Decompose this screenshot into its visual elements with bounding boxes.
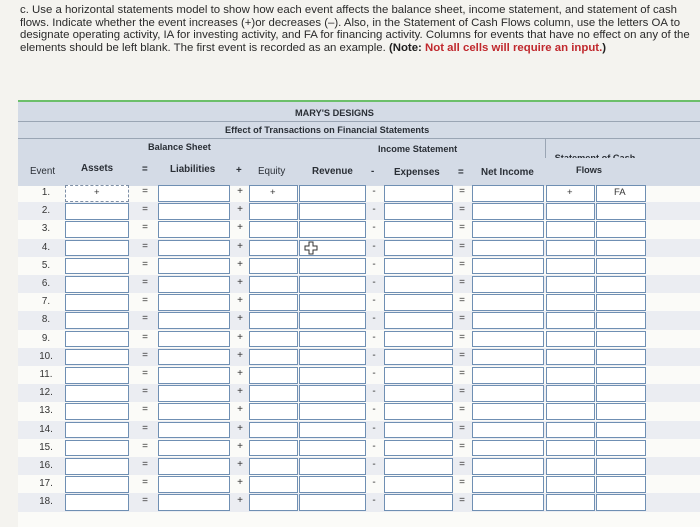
equity-cell[interactable] <box>249 221 298 238</box>
equity-cell[interactable] <box>249 331 298 348</box>
statements-table <box>18 100 700 527</box>
minus-operator: - <box>372 295 376 307</box>
plus-operator: + <box>237 349 243 361</box>
cash-sign-value: + <box>567 187 573 198</box>
table-subtitle: Effect of Transactions on Financial Statements <box>225 125 430 135</box>
col-expenses: Expenses <box>394 167 440 178</box>
cash-type-cell[interactable] <box>596 294 646 311</box>
plus-operator: + <box>237 386 243 398</box>
eq-operator: = <box>459 349 465 361</box>
table-row <box>18 275 700 293</box>
assets-cell[interactable] <box>65 494 129 511</box>
assets-cell[interactable] <box>65 385 129 402</box>
revenue-cell[interactable] <box>299 312 366 329</box>
cash-type-cell[interactable] <box>596 440 646 457</box>
cash-sign-cell[interactable] <box>546 422 595 439</box>
col-revenue: Revenue <box>312 166 353 177</box>
table-row <box>18 202 700 220</box>
equity-cell[interactable] <box>249 440 298 457</box>
eq-operator: = <box>142 240 148 252</box>
col-equity: Equity <box>258 166 286 177</box>
minus-operator: - <box>372 440 376 452</box>
cash-sign-cell[interactable] <box>546 312 595 329</box>
equity-cell[interactable] <box>249 312 298 329</box>
cash-type-cell[interactable] <box>596 494 646 511</box>
assets-cell[interactable] <box>65 367 129 384</box>
note <box>389 42 606 54</box>
event-number: 9. <box>41 332 51 344</box>
revenue-cell[interactable] <box>299 221 366 238</box>
table-row <box>18 493 700 511</box>
eq-operator: = <box>459 404 465 416</box>
equity-cell[interactable] <box>249 294 298 311</box>
assets-cell[interactable] <box>65 203 129 220</box>
plus-operator: + <box>237 222 243 234</box>
plus-operator: + <box>237 331 243 343</box>
plus-operator: + <box>237 459 243 470</box>
event-number: 6. <box>41 278 51 289</box>
col-liabilities: Liabilities <box>170 164 216 175</box>
cash-type-cell[interactable] <box>596 203 646 220</box>
eq-operator: = <box>142 313 148 325</box>
cash-sign-cell[interactable] <box>546 331 595 348</box>
eq-operator: = <box>459 422 465 434</box>
eq-operator: = <box>142 222 148 234</box>
liabilities-cell[interactable] <box>158 422 230 439</box>
plus-operator: + <box>237 495 243 507</box>
assets-cell[interactable] <box>65 331 129 348</box>
net-income-cell[interactable] <box>472 349 544 366</box>
revenue-cell[interactable] <box>299 367 366 384</box>
revenue-cell[interactable] <box>299 385 366 402</box>
table-header <box>18 102 700 158</box>
minus-operator: - <box>372 477 376 489</box>
minus-operator: - <box>372 204 376 216</box>
assets-cell[interactable] <box>65 276 129 293</box>
cash-sign-cell[interactable] <box>546 349 595 366</box>
equity-cell[interactable] <box>249 367 298 384</box>
cash-sign-cell[interactable] <box>546 476 595 493</box>
event-number: 4. <box>41 241 51 253</box>
table-row <box>18 348 700 366</box>
assets-value: + <box>94 187 100 198</box>
revenue-cell[interactable] <box>299 494 366 511</box>
event-number: 11. <box>39 369 53 380</box>
eq-operator: = <box>459 495 465 507</box>
eq-operator: = <box>142 404 148 416</box>
assets-cell[interactable] <box>65 221 129 238</box>
minus-operator: - <box>372 277 376 288</box>
expenses-cell[interactable] <box>384 422 453 439</box>
equity-cell[interactable] <box>249 203 298 220</box>
table-row <box>18 239 700 257</box>
expenses-cell[interactable] <box>384 312 453 329</box>
eq-operator: = <box>142 258 148 270</box>
eq-operator: = <box>459 240 465 252</box>
event-number: 3. <box>41 223 51 235</box>
assets-cell[interactable] <box>65 258 129 275</box>
equity-cell[interactable] <box>249 349 298 366</box>
eq-operator: = <box>459 186 465 197</box>
eq-operator: = <box>142 495 148 507</box>
eq-operator: = <box>142 422 148 434</box>
equity-value: + <box>270 187 276 198</box>
minus-operator: - <box>372 331 376 343</box>
cash-type-cell[interactable] <box>596 385 646 402</box>
col-assets: Assets <box>81 163 114 174</box>
cash-type-value: FA <box>614 187 626 198</box>
revenue-cell[interactable] <box>299 331 366 348</box>
minus-operator: - <box>372 349 376 361</box>
event-number: 17. <box>39 478 53 490</box>
eq-operator: = <box>142 477 148 489</box>
note-suffix: ) <box>602 41 607 54</box>
equity-cell[interactable] <box>249 385 298 402</box>
revenue-cell[interactable] <box>299 476 366 493</box>
equity-cell[interactable] <box>249 458 298 475</box>
revenue-cell[interactable] <box>299 203 366 220</box>
event-number: 7. <box>41 296 51 308</box>
liabilities-cell[interactable] <box>158 403 230 420</box>
net-income-cell[interactable] <box>472 440 544 457</box>
net-income-cell[interactable] <box>472 367 544 384</box>
event-number: 12. <box>39 387 53 399</box>
liabilities-cell[interactable] <box>158 331 230 348</box>
liabilities-cell[interactable] <box>158 476 230 493</box>
plus-operator: + <box>237 422 243 434</box>
plus-operator: + <box>237 477 243 489</box>
cash-type-cell[interactable] <box>596 331 646 348</box>
col-plus: + <box>236 165 242 176</box>
expenses-cell[interactable] <box>384 403 453 420</box>
net-income-cell[interactable] <box>472 185 544 202</box>
expenses-cell[interactable] <box>384 240 453 257</box>
eq-operator: = <box>142 440 148 452</box>
liabilities-cell[interactable] <box>158 294 230 311</box>
equity-cell[interactable] <box>249 422 298 439</box>
net-income-cell[interactable] <box>472 276 544 293</box>
net-income-cell[interactable] <box>472 476 544 493</box>
liabilities-cell[interactable] <box>158 276 230 293</box>
expenses-cell[interactable] <box>384 221 453 238</box>
net-income-cell[interactable] <box>472 312 544 329</box>
cash-type-cell[interactable] <box>596 258 646 275</box>
cash-sign-cell[interactable] <box>546 221 595 238</box>
cash-type-cell[interactable] <box>596 312 646 329</box>
col-eq2: = <box>458 167 464 178</box>
plus-operator: + <box>237 440 243 452</box>
minus-operator: - <box>372 240 376 252</box>
table-row <box>18 457 700 475</box>
cash-type-cell[interactable] <box>596 422 646 439</box>
cash-type-cell[interactable] <box>596 240 646 257</box>
liabilities-cell[interactable] <box>158 312 230 329</box>
net-income-cell[interactable] <box>472 385 544 402</box>
col-net-income: Net Income <box>481 167 534 178</box>
instructions <box>20 4 696 54</box>
expenses-cell[interactable] <box>384 458 453 475</box>
cash-sign-cell[interactable] <box>546 240 595 257</box>
eq-operator: = <box>459 440 465 452</box>
minus-operator: - <box>372 495 376 507</box>
net-income-cell[interactable] <box>472 203 544 220</box>
assets-cell[interactable] <box>65 403 129 420</box>
eq-operator: = <box>459 204 465 216</box>
table-row <box>18 402 700 420</box>
event-number: 8. <box>41 314 51 326</box>
expenses-cell[interactable] <box>384 276 453 293</box>
assets-cell[interactable] <box>65 476 129 493</box>
event-number: 2. <box>41 205 51 217</box>
header-divider <box>18 121 700 122</box>
assets-cell[interactable] <box>65 422 129 439</box>
eq-operator: = <box>459 258 465 270</box>
eq-operator: = <box>459 477 465 489</box>
plus-operator: + <box>237 404 243 416</box>
liabilities-cell[interactable] <box>158 221 230 238</box>
plus-operator: + <box>237 295 243 307</box>
table-row <box>18 220 700 238</box>
cash-type-cell[interactable] <box>596 476 646 493</box>
event-number: 5. <box>41 259 51 271</box>
event-number: 1. <box>41 187 51 198</box>
cash-sign-cell[interactable] <box>546 294 595 311</box>
eq-operator: = <box>142 349 148 361</box>
eq-operator: = <box>142 331 148 343</box>
balance-sheet-label: Balance Sheet <box>148 142 211 152</box>
table-row <box>18 384 700 402</box>
table-row <box>18 293 700 311</box>
equity-cell[interactable] <box>249 276 298 293</box>
minus-operator: - <box>372 222 376 234</box>
cash-sign-cell[interactable] <box>546 440 595 457</box>
liabilities-cell[interactable] <box>158 203 230 220</box>
cash-type-cell[interactable] <box>596 458 646 475</box>
expenses-cell[interactable] <box>384 294 453 311</box>
eq-operator: = <box>142 204 148 216</box>
eq-operator: = <box>142 459 148 470</box>
table-row <box>18 257 700 275</box>
table-row <box>18 475 700 493</box>
cash-sign-cell[interactable] <box>546 258 595 275</box>
cash-sign-cell[interactable] <box>546 367 595 384</box>
event-number: 18. <box>39 496 53 508</box>
plus-operator: + <box>237 258 243 270</box>
minus-operator: - <box>372 404 376 416</box>
liabilities-cell[interactable] <box>158 458 230 475</box>
equity-cell[interactable] <box>249 240 298 257</box>
minus-operator: - <box>372 313 376 325</box>
assets-cell[interactable] <box>65 294 129 311</box>
cash-type-cell[interactable] <box>596 276 646 293</box>
net-income-cell[interactable] <box>472 240 544 257</box>
col-event: Event <box>30 166 56 177</box>
net-income-cell[interactable] <box>472 221 544 238</box>
equity-cell[interactable] <box>249 258 298 275</box>
liabilities-cell[interactable] <box>158 440 230 457</box>
expenses-cell[interactable] <box>384 385 453 402</box>
revenue-cell[interactable] <box>299 349 366 366</box>
cash-sign-cell[interactable] <box>546 203 595 220</box>
header-divider <box>18 138 700 139</box>
col-minus: - <box>371 166 375 177</box>
eq-operator: = <box>142 277 148 288</box>
eq-operator: = <box>459 313 465 325</box>
event-number: 14. <box>39 423 53 435</box>
revenue-cell[interactable] <box>299 294 366 311</box>
eq-operator: = <box>142 186 148 197</box>
minus-operator: - <box>372 368 376 379</box>
cash-sign-cell[interactable] <box>546 458 595 475</box>
liabilities-cell[interactable] <box>158 494 230 511</box>
assets-cell[interactable] <box>65 240 129 257</box>
plus-operator: + <box>237 240 243 252</box>
eq-operator: = <box>459 459 465 470</box>
revenue-cell[interactable] <box>299 276 366 293</box>
eq-operator: = <box>142 386 148 398</box>
revenue-cell[interactable] <box>299 458 366 475</box>
plus-operator: + <box>237 313 243 325</box>
cash-sign-cell[interactable] <box>546 494 595 511</box>
expenses-cell[interactable] <box>384 185 453 202</box>
eq-operator: = <box>142 368 148 379</box>
assets-cell[interactable] <box>65 458 129 475</box>
cash-type-cell[interactable] <box>596 403 646 420</box>
table-row <box>18 439 700 457</box>
minus-operator: - <box>372 422 376 434</box>
net-income-cell[interactable] <box>472 331 544 348</box>
revenue-cell[interactable] <box>299 403 366 420</box>
table-row <box>18 330 700 348</box>
instructions-text: c. Use a horizontal statements model to show how each event affects the balance sheet, income statement, and statement of cash flows. Indicate whether the event increases (+)or decreases (–). Also, in the Statement of Cash Flows column, use the letters OA to designate operating activity, IA for investing activity, and FA for financing activity. Columns for events that have no effect on any of the elements should be left blank. The first event is recorded as an example. <box>20 4 690 54</box>
cash-type-cell[interactable] <box>596 367 646 384</box>
liabilities-cell[interactable] <box>158 240 230 257</box>
plus-operator: + <box>237 204 243 216</box>
eq-operator: = <box>459 368 465 379</box>
cash-sign-cell[interactable] <box>546 385 595 402</box>
event-number: 10. <box>39 350 53 362</box>
cash-flows-label-2: Flows <box>576 165 603 175</box>
plus-operator: + <box>237 368 243 379</box>
expenses-cell[interactable] <box>384 331 453 348</box>
liabilities-cell[interactable] <box>158 349 230 366</box>
cash-sign-cell[interactable] <box>546 276 595 293</box>
net-income-cell[interactable] <box>472 294 544 311</box>
eq-operator: = <box>142 295 148 307</box>
expenses-cell[interactable] <box>384 494 453 511</box>
equity-cell[interactable] <box>249 403 298 420</box>
event-number: 15. <box>39 441 53 453</box>
net-income-cell[interactable] <box>472 494 544 511</box>
expenses-cell[interactable] <box>384 367 453 384</box>
equity-cell[interactable] <box>249 494 298 511</box>
crosshair-cursor-icon <box>304 241 318 255</box>
minus-operator: - <box>372 459 376 470</box>
table-row <box>18 421 700 439</box>
revenue-cell[interactable] <box>299 440 366 457</box>
note-highlight: Not all cells will require an input. <box>425 41 603 54</box>
plus-operator: + <box>237 277 243 288</box>
eq-operator: = <box>459 295 465 307</box>
minus-operator: - <box>372 186 376 197</box>
table-row <box>18 184 700 202</box>
eq-operator: = <box>459 222 465 234</box>
plus-operator: + <box>237 186 243 197</box>
cash-type-cell[interactable] <box>596 349 646 366</box>
cash-sign-cell[interactable] <box>546 403 595 420</box>
expenses-cell[interactable] <box>384 349 453 366</box>
event-number: 16. <box>39 460 53 471</box>
table-row <box>18 366 700 384</box>
revenue-cell[interactable] <box>299 185 366 202</box>
table-row <box>18 311 700 329</box>
net-income-cell[interactable] <box>472 258 544 275</box>
minus-operator: - <box>372 386 376 398</box>
eq-operator: = <box>459 277 465 288</box>
company-name: MARY'S DESIGNS <box>295 108 374 118</box>
expenses-cell[interactable] <box>384 203 453 220</box>
expenses-cell[interactable] <box>384 258 453 275</box>
assets-cell[interactable] <box>65 349 129 366</box>
revenue-cell[interactable] <box>299 422 366 439</box>
liabilities-cell[interactable] <box>158 258 230 275</box>
assets-cell[interactable] <box>65 312 129 329</box>
expenses-cell[interactable] <box>384 476 453 493</box>
assets-cell[interactable] <box>65 440 129 457</box>
liabilities-cell[interactable] <box>158 367 230 384</box>
revenue-cell[interactable] <box>299 258 366 275</box>
net-income-cell[interactable] <box>472 403 544 420</box>
eq-operator: = <box>459 386 465 398</box>
cash-type-cell[interactable] <box>596 221 646 238</box>
net-income-cell[interactable] <box>472 422 544 439</box>
net-income-cell[interactable] <box>472 458 544 475</box>
col-eq1: = <box>142 164 148 175</box>
note-prefix: (Note: <box>388 41 426 54</box>
header-vline <box>545 138 546 158</box>
equity-cell[interactable] <box>249 476 298 493</box>
income-statement-label: Income Statement <box>378 144 458 154</box>
expenses-cell[interactable] <box>384 440 453 457</box>
liabilities-cell[interactable] <box>158 185 230 202</box>
eq-operator: = <box>459 331 465 343</box>
minus-operator: - <box>372 258 376 270</box>
liabilities-cell[interactable] <box>158 385 230 402</box>
event-number: 13. <box>39 405 53 417</box>
